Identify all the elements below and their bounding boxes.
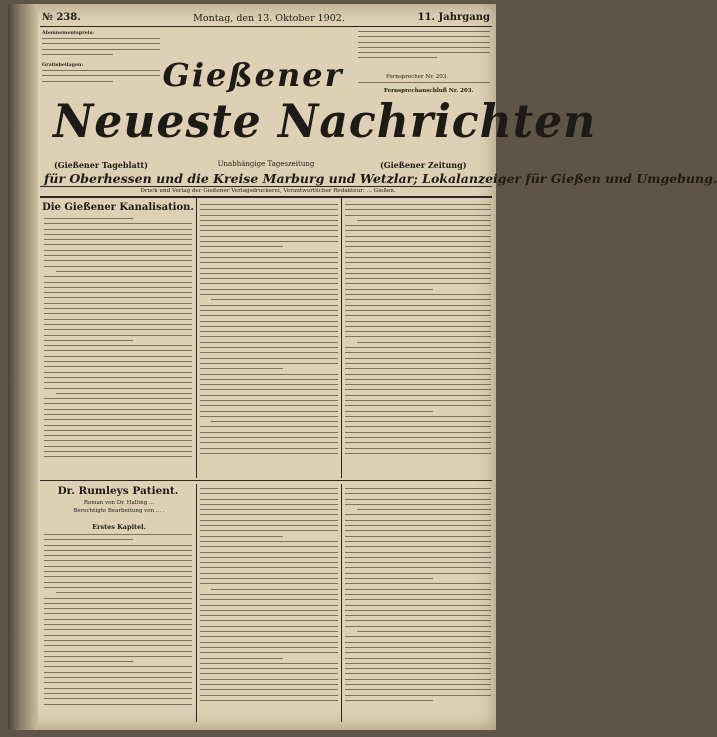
text-line: [44, 350, 192, 351]
text-line: [44, 223, 192, 224]
text-line: [345, 594, 491, 595]
text-line: [200, 658, 283, 659]
text-line: [56, 393, 192, 394]
text-line: [44, 388, 192, 389]
text-line: [345, 395, 491, 396]
text-line: [44, 603, 192, 604]
text-line: [200, 599, 338, 600]
text-line: [200, 294, 338, 295]
text-line: [44, 645, 192, 646]
text-line: [200, 546, 338, 547]
text-line: [345, 379, 491, 380]
text-line: [44, 545, 192, 546]
text-line: [44, 308, 192, 309]
text-line: [44, 587, 192, 588]
text-line: [345, 347, 491, 348]
text-line: [200, 514, 338, 515]
text-line: [345, 268, 491, 269]
text-line: [345, 315, 491, 316]
column-divider-1: [196, 198, 197, 478]
text-line: [345, 278, 491, 279]
text-line: [345, 562, 491, 563]
text-line: [345, 432, 491, 433]
text-line: [357, 220, 491, 221]
text-line: [345, 636, 491, 637]
text-line: [345, 663, 491, 664]
text-line: [200, 448, 338, 449]
text-line: [345, 384, 491, 385]
text-line: [200, 668, 338, 669]
text-line: [56, 271, 192, 272]
text-line: [345, 273, 491, 274]
text-line: [345, 573, 491, 574]
text-line: [200, 684, 338, 685]
text-line: [200, 541, 338, 542]
text-line: [200, 342, 338, 343]
text-line: [345, 400, 491, 401]
text-line: [357, 509, 491, 510]
text-line: [345, 557, 491, 558]
text-line: [200, 673, 338, 674]
column-divider-4: [341, 484, 342, 722]
text-line: [44, 651, 192, 652]
text-line: [200, 347, 338, 348]
text-line: [200, 384, 338, 385]
text-line: [211, 589, 338, 590]
feuilleton-rule: [40, 480, 492, 481]
text-line: [200, 389, 338, 390]
text-line: [44, 560, 192, 561]
text-line: [200, 220, 338, 221]
text-line: [200, 552, 338, 553]
text-line: [345, 310, 491, 311]
text-line: [44, 229, 192, 230]
text-line: [44, 456, 192, 457]
text-line: [44, 414, 192, 415]
contact-line-1: Fernsprecher Nr. 203.: [386, 74, 449, 80]
text-line: [345, 504, 491, 505]
text-line: [44, 539, 133, 540]
text-line: [200, 488, 338, 489]
text-line: [44, 555, 192, 556]
text-line: [44, 624, 192, 625]
text-line: [200, 642, 338, 643]
text-line: [200, 605, 338, 606]
text-line: [345, 583, 491, 584]
text-line: [44, 340, 133, 341]
advertisement-rates-text: [358, 31, 490, 73]
text-line: [44, 635, 192, 636]
text-line: [200, 562, 338, 563]
text-line: [44, 704, 192, 705]
text-line: [345, 209, 491, 210]
text-line: [345, 605, 491, 606]
text-line: [345, 578, 433, 579]
text-line: [345, 289, 433, 290]
text-line: [345, 204, 491, 205]
text-line: [44, 619, 192, 620]
text-line: [345, 215, 491, 216]
text-line: [200, 257, 338, 258]
masthead-line-2: Neueste Nachrichten: [52, 94, 597, 148]
text-line: [200, 336, 338, 337]
main-article-column-2: [200, 204, 338, 476]
text-line: [200, 241, 338, 242]
text-line: [345, 241, 491, 242]
text-line: [345, 493, 491, 494]
text-line: [345, 389, 491, 390]
text-line: [44, 287, 192, 288]
text-line: [200, 310, 338, 311]
text-line: [345, 647, 491, 648]
text-line: [200, 615, 338, 616]
text-line: [345, 426, 491, 427]
text-line: [345, 620, 491, 621]
text-line: [44, 292, 192, 293]
text-line: [200, 273, 338, 274]
text-line: [345, 230, 491, 231]
text-line: [200, 331, 338, 332]
text-line: [44, 313, 192, 314]
text-line: [44, 640, 192, 641]
text-line: [200, 230, 338, 231]
text-line: [200, 567, 338, 568]
text-line: [200, 252, 338, 253]
text-line: [200, 504, 338, 505]
text-line: [345, 589, 491, 590]
text-line: [345, 236, 491, 237]
text-line: [345, 252, 491, 253]
text-line: [44, 329, 192, 330]
text-line: [200, 700, 338, 701]
newspaper-page: [8, 4, 717, 730]
text-line: [44, 276, 192, 277]
text-line: [44, 303, 192, 304]
text-line: [211, 299, 338, 300]
text-line: [44, 576, 192, 577]
text-line: [345, 689, 491, 690]
text-line: [345, 668, 491, 669]
text-line: [44, 255, 192, 256]
text-line: [44, 297, 192, 298]
text-line: [345, 626, 491, 627]
masthead-rule-bottom: [40, 196, 492, 198]
main-article-column-1: [44, 218, 192, 476]
text-line: [200, 368, 283, 369]
text-line: [200, 647, 338, 648]
text-line: [200, 426, 338, 427]
text-line: [44, 319, 192, 320]
feuilleton-section-heading: Erstes Kapitel.: [92, 523, 146, 531]
text-line: [200, 453, 338, 454]
masthead-line-1: Gießener: [162, 56, 344, 94]
text-line: [44, 629, 192, 630]
text-line: [345, 695, 491, 696]
text-line: [345, 658, 491, 659]
text-line: [200, 352, 338, 353]
text-line: [345, 684, 491, 685]
text-line: [44, 282, 192, 283]
text-line: [345, 321, 491, 322]
subtitle-right: (Gießener Zeitung): [380, 160, 467, 170]
text-line: [44, 582, 192, 583]
supplements-text: [42, 70, 160, 88]
subscription-text: [42, 38, 160, 60]
text-line: [200, 631, 338, 632]
text-line: [44, 666, 192, 667]
text-line: [200, 268, 338, 269]
text-line: [200, 509, 338, 510]
feuilleton-column-3: [345, 488, 491, 720]
text-line: [44, 266, 192, 267]
text-line: [345, 700, 433, 701]
text-line: [200, 610, 338, 611]
text-line: [345, 567, 491, 568]
text-line: [44, 409, 192, 410]
text-line: [200, 583, 338, 584]
text-line: [345, 374, 491, 375]
text-line: [200, 525, 338, 526]
text-line: [345, 416, 491, 417]
feuilleton-byline-2: Berechtigte Bearbeitung von ... .: [73, 508, 165, 514]
text-line: [345, 642, 491, 643]
text-line: [200, 204, 338, 205]
feuilleton-byline-1: Roman von Dr. Halling ...: [83, 500, 155, 506]
top-rule: [40, 26, 492, 27]
text-line: [345, 411, 433, 412]
text-line: [200, 358, 338, 359]
text-line: [200, 278, 338, 279]
text-line: [44, 677, 192, 678]
text-line: [200, 530, 338, 531]
issue-number: № 238.: [42, 12, 81, 23]
text-line: [200, 363, 338, 364]
text-line: [44, 608, 192, 609]
feuilleton-column-2: [200, 488, 338, 720]
text-line: [200, 499, 338, 500]
text-line: [44, 534, 192, 535]
subscription-label: Abonnementspreis:: [42, 30, 95, 36]
text-line: [345, 546, 491, 547]
text-line: [200, 321, 338, 322]
text-line: [200, 411, 338, 412]
issue-date: Montag, den 13. Oktober 1902.: [193, 13, 345, 24]
subtitle-left: (Gießener Tageblatt): [54, 160, 148, 170]
main-article-title: Die Gießener Kanalisation.: [42, 202, 194, 213]
text-line: [200, 493, 338, 494]
text-line: [345, 437, 491, 438]
text-line: [44, 598, 192, 599]
contact-line-2: Fernsprechanschluß Nr. 203.: [384, 88, 474, 94]
text-line: [345, 225, 491, 226]
text-line: [44, 382, 192, 383]
printer-line: Druck und Verlag der Gießener Verlagsdruckerei, Verantwortlicher Redakteur: ... Gießen.: [140, 188, 396, 194]
text-line: [200, 437, 338, 438]
text-line: [345, 294, 491, 295]
main-article-column-3: [345, 204, 491, 476]
text-line: [345, 610, 491, 611]
text-line: [200, 689, 338, 690]
text-line: [200, 620, 338, 621]
text-line: [200, 636, 338, 637]
text-line: [44, 435, 192, 436]
text-line: [345, 352, 491, 353]
text-line: [345, 652, 491, 653]
feuilleton-column-1: [44, 534, 192, 720]
text-line: [200, 416, 338, 417]
text-line: [345, 283, 491, 284]
text-line: [345, 599, 491, 600]
text-line: [200, 315, 338, 316]
text-line: [357, 342, 491, 343]
text-line: [345, 326, 491, 327]
text-line: [200, 374, 338, 375]
text-line: [345, 246, 491, 247]
text-line: [200, 626, 338, 627]
text-line: [345, 363, 491, 364]
text-line: [345, 615, 491, 616]
text-line: [44, 244, 192, 245]
text-line: [345, 305, 491, 306]
text-line: [345, 442, 491, 443]
text-line: [345, 448, 491, 449]
text-line: [200, 326, 338, 327]
text-line: [44, 693, 192, 694]
text-line: [357, 631, 491, 632]
text-line: [200, 215, 338, 216]
text-line: [200, 594, 338, 595]
text-line: [200, 379, 338, 380]
text-line: [345, 299, 491, 300]
text-line: [44, 218, 133, 219]
regions-line: für Oberhessen und die Kreise Marburg und Wetzlar; Lokalanzeiger für Gießen und Umgebung.: [44, 171, 717, 186]
text-line: [44, 451, 192, 452]
text-line: [345, 520, 491, 521]
text-line: [345, 530, 491, 531]
text-line: [44, 377, 192, 378]
text-line: [200, 283, 338, 284]
text-line: [345, 679, 491, 680]
text-line: [44, 440, 192, 441]
text-line: [200, 557, 338, 558]
text-line: [200, 262, 338, 263]
text-line: [211, 421, 338, 422]
text-line: [44, 656, 192, 657]
text-line: [44, 672, 192, 673]
text-line: [345, 525, 491, 526]
column-divider-3: [196, 484, 197, 722]
text-line: [200, 395, 338, 396]
text-line: [345, 514, 491, 515]
text-line: [200, 289, 338, 290]
text-line: [44, 661, 133, 662]
text-line: [345, 499, 491, 500]
text-line: [200, 695, 338, 696]
text-line: [44, 430, 192, 431]
text-line: [345, 262, 491, 263]
text-line: [345, 453, 491, 454]
text-line: [345, 257, 491, 258]
text-line: [345, 405, 491, 406]
text-line: [200, 520, 338, 521]
text-line: [345, 488, 491, 489]
text-line: [44, 682, 192, 683]
text-line: [345, 673, 491, 674]
text-line: [44, 366, 192, 367]
text-line: [345, 368, 491, 369]
text-line: [200, 679, 338, 680]
feuilleton-title: Dr. Rumleys Patient.: [57, 485, 179, 497]
text-line: [44, 239, 192, 240]
text-line: [44, 566, 192, 567]
text-line: [200, 305, 338, 306]
text-line: [44, 398, 192, 399]
text-line: [345, 552, 491, 553]
supplements-label: Gratisbeilagen:: [42, 62, 84, 68]
text-line: [44, 688, 192, 689]
text-line: [44, 345, 192, 346]
column-divider-2: [341, 198, 342, 478]
text-line: [44, 613, 192, 614]
text-line: [44, 419, 192, 420]
text-line: [200, 432, 338, 433]
text-line: [345, 536, 491, 537]
text-line: [200, 405, 338, 406]
text-line: [200, 573, 338, 574]
text-line: [200, 663, 338, 664]
text-line: [44, 446, 192, 447]
text-line: [44, 372, 192, 373]
issue-year: 11. Jahrgang: [417, 12, 490, 23]
text-line: [56, 592, 192, 593]
text-line: [345, 358, 491, 359]
subtitle-middle: Unabhängige Tageszeitung: [217, 160, 315, 168]
text-line: [44, 425, 192, 426]
text-line: [44, 361, 192, 362]
text-line: [44, 324, 192, 325]
binding-gutter: [8, 4, 38, 730]
text-line: [44, 260, 192, 261]
masthead-rule: [40, 186, 492, 187]
text-line: [44, 250, 192, 251]
text-line: [345, 541, 491, 542]
text-line: [345, 331, 491, 332]
text-line: [44, 403, 192, 404]
text-line: [200, 225, 338, 226]
text-line: [44, 550, 192, 551]
text-line: [200, 236, 338, 237]
text-line: [200, 536, 283, 537]
text-line: [200, 246, 283, 247]
text-line: [44, 571, 192, 572]
text-line: [200, 442, 338, 443]
text-line: [200, 209, 338, 210]
text-line: [200, 400, 338, 401]
text-line: [200, 652, 338, 653]
text-line: [44, 335, 192, 336]
text-line: [345, 421, 491, 422]
text-line: [200, 578, 338, 579]
text-line: [44, 698, 192, 699]
text-line: [345, 336, 491, 337]
text-line: [44, 234, 192, 235]
text-line: [44, 356, 192, 357]
